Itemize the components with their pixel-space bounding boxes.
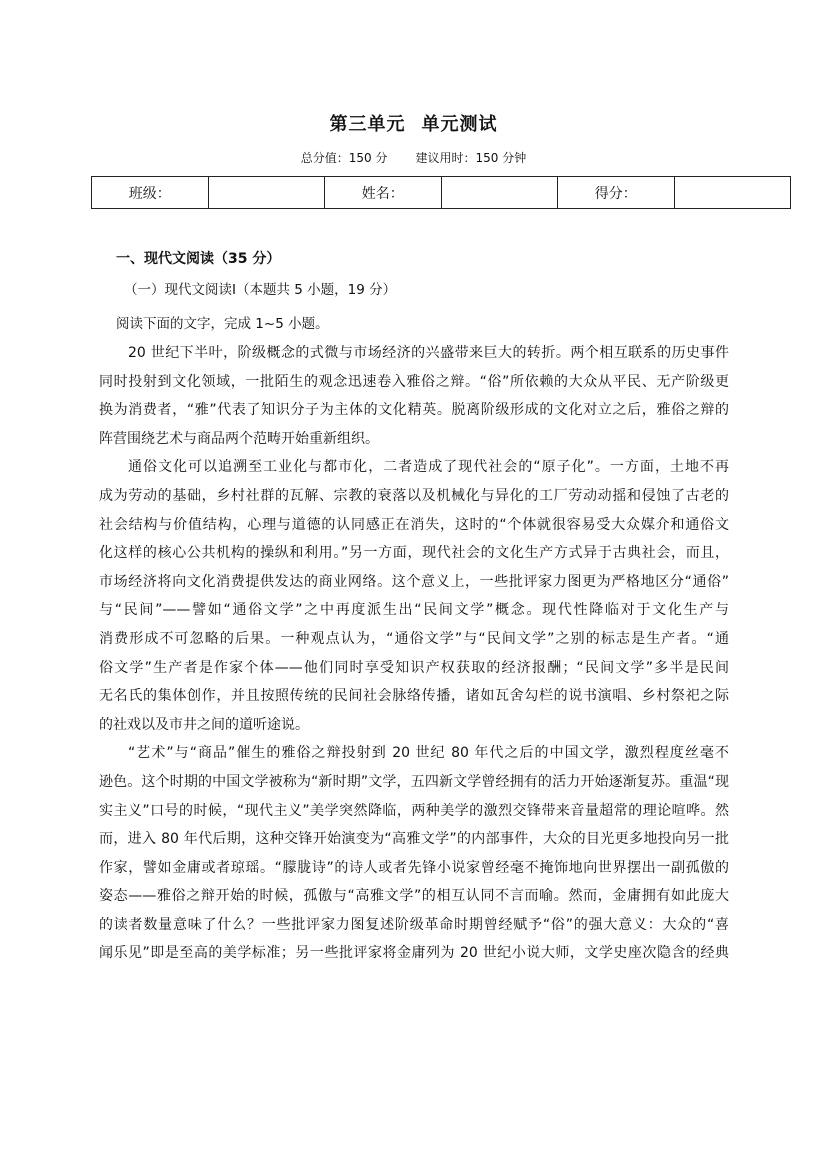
total-score: 总分值：150 分: [300, 151, 388, 165]
score-label: 得分：: [557, 177, 674, 209]
passage-line: 社会结构与价值结构，心理与道德的认同感正在消失，这时的“个体就很容易受大众媒介和通俗文: [99, 516, 729, 533]
passage-line: 成为劳动的基础，乡村社群的瓦解、宗教的衰落以及机械化与异化的工厂劳动动摇和侵蚀了古老的: [99, 487, 729, 504]
suggested-time: 建议用时：150 分钟: [415, 151, 527, 165]
passage-line: 与“民间”——譬如“通俗文学”之中再度派生出“民间文学”概念。现代性降临对于文化生产与: [99, 602, 729, 619]
passage-line: 无名氏的集体创作，并且按照传统的民间社会脉络传播，诸如瓦舍勾栏的说书演唱、乡村祭祀之际: [99, 688, 729, 705]
passage-line: 实主义”口号的时候，“现代主义”美学突然降临，两种美学的激烈交锋带来音量超常的理论喧哗。然: [99, 802, 729, 819]
passage-line: 换为消费者，“雅”代表了知识分子为主体的文化精英。脱离阶级形成的文化对立之后，雅俗之辩的: [99, 402, 729, 419]
passage-line: 作家，譬如金庸或者琼瑶。“朦胧诗”的诗人或者先锋小说家曾经毫不掩饰地向世界摆出一副孤傲的: [99, 859, 729, 876]
passage-line: 的读者数量意味了什么？一些批评家力图复述阶级革命时期曾经赋予“俗”的强大意义：大众的“喜: [99, 916, 729, 933]
passage-line: 消费形成不可忽略的后果。一种观点认为，“通俗文学”与“民间文学”之别的标志是生产者。“通: [99, 630, 729, 647]
document-title: [0, 110, 827, 136]
reading-instruction: 阅读下面的文字，完成 1~5 小题。: [116, 316, 329, 332]
passage-line: 姿态——雅俗之辩开始的时候，孤傲与“高雅文学”的相互认同不言而喻。然而，金庸拥有如此庞大: [99, 888, 729, 905]
score-field[interactable]: [674, 177, 790, 209]
passage-line: 闻乐见”即是至高的美学标准；另一些批评家将金庸列为 20 世纪小说大师，文学史座次隐含的经典: [99, 945, 729, 962]
section-heading: 一、现代文阅读（35 分）: [116, 251, 281, 267]
class-field[interactable]: [208, 177, 324, 209]
passage-line: “艺术”与“商品”催生的雅俗之辩投射到 20 世纪 80 年代之后的中国文学，激烈程度丝毫不: [128, 745, 729, 762]
passage-paragraph: [99, 453, 729, 739]
passage-line: 同时投射到文化领域，一批陌生的观念迅速卷入雅俗之辩。“俗”所依赖的大众从平民、无产阶级更: [99, 373, 729, 390]
class-label: 班级：: [92, 177, 209, 209]
passage-line: 化这样的核心公共机构的操纵和利用。”另一方面，现代社会的文化生产方式异于古典社会，而且，: [99, 545, 729, 562]
exam-meta: [0, 149, 827, 166]
name-label: 姓名：: [324, 177, 441, 209]
name-field[interactable]: [441, 177, 557, 209]
passage-line: 逊色。这个时期的中国文学被称为“新时期”文学，五四新文学曾经拥有的活力开始逐渐复苏。重温“现: [99, 773, 729, 790]
student-info-table: [91, 176, 791, 209]
passage-line: 市场经济将向文化消费提供发达的商业网络。这个意义上，一些批评家力图更为严格地区分“通俗”: [99, 573, 729, 590]
passage-paragraph: [99, 739, 729, 968]
title-test: 单元测试: [421, 114, 498, 135]
passage-paragraph: [99, 339, 729, 453]
passage-line: 通俗文化可以追溯至工业化与都市化，二者造成了现代社会的“原子化”。一方面，土地不再: [128, 459, 729, 476]
passage-line: 20 世纪下半叶，阶级概念的式微与市场经济的兴盛带来巨大的转折。两个相互联系的历史事件: [128, 345, 729, 361]
passage-line: 俗文学”生产者是作家个体——他们同时享受知识产权获取的经济报酬；“民间文学”多半是民间: [99, 659, 729, 676]
reading-passage: [99, 339, 729, 968]
passage-line: 阵营围绕艺术与商品两个范畴开始重新组织。: [99, 430, 379, 447]
title-unit: 第三单元: [329, 114, 406, 135]
passage-line: 的社戏以及市井之间的道听途说。: [99, 716, 309, 733]
passage-line: 而，进入 80 年代后期，这种交锋开始演变为“高雅文学”的内部事件，大众的目光更多地投向另一批: [99, 831, 729, 848]
section-subheading: （一）现代文阅读Ⅰ（本题共 5 小题，19 分）: [124, 282, 397, 298]
